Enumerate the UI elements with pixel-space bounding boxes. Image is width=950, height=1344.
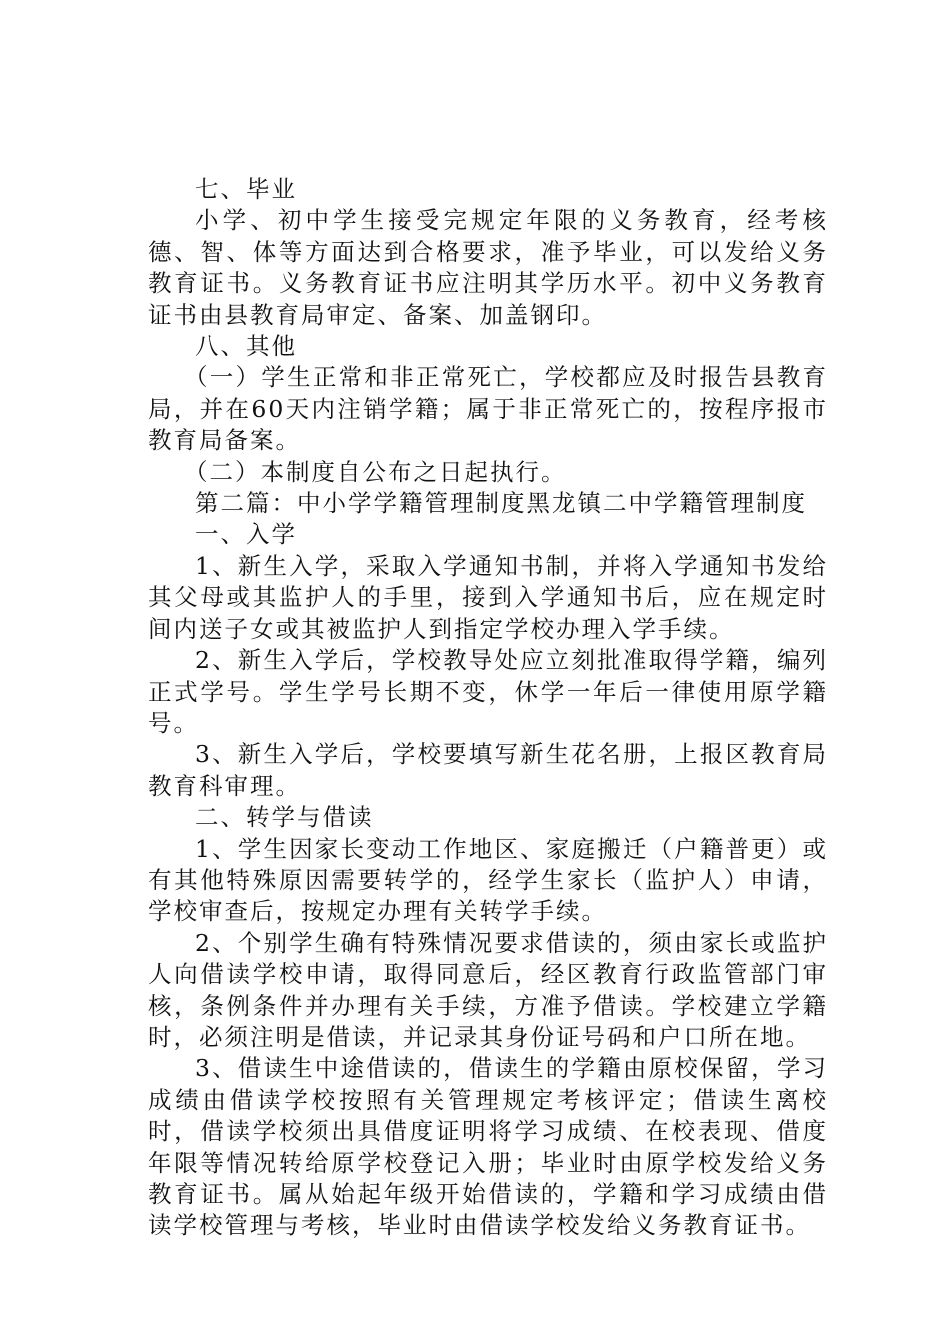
paragraph-transfer-1: 1、学生因家长变动工作地区、家庭搬迁（户籍普更）或有其他特殊原因需要转学的，经学生家长（监护人）申请，学校审查后，按规定办理有关转学手续。 xyxy=(148,834,828,926)
heading-part-two: 第二篇：中小学学籍管理制度黑龙镇二中学籍管理制度 xyxy=(195,489,807,518)
heading-other: 八、其他 xyxy=(195,332,297,361)
document-body xyxy=(148,174,828,1242)
paragraph-other-1: （一）学生正常和非正常死亡，学校都应及时报告县教育局，并在60天内注销学籍；属于非正常死亡的，按程序报市教育局备案。 xyxy=(148,363,828,455)
heading-graduation: 七、毕业 xyxy=(195,175,297,203)
paragraph-transfer-3: 3、借读生中途借读的，借读生的学籍由原校保留，学习成绩由借读学校按照有关管理规定考核评定；借读生离校时，借读学校须出具借度证明将学习成绩、在校表现、借度年限等情况转给原学校登记入册；毕业时由原学校发给义务教育证书。属从始起年级开始借读的，学籍和学习成绩由借读学校管理与考核，毕业时由借读学校发给义务教育证书。 xyxy=(148,1054,828,1240)
paragraph-enrollment-3: 3、新生入学后，学校要填写新生花名册，上报区教育局教育科审理。 xyxy=(148,740,828,800)
paragraph-enrollment-2: 2、新生入学后，学校教导处应立刻批准取得学籍，编列正式学号。学生学号长期不变，休学一年后一律使用原学籍号。 xyxy=(148,646,828,737)
paragraph-other-2: （二）本制度自公布之日起执行。 xyxy=(184,457,567,486)
paragraph-graduation-text: 小学、初中学生接受完规定年限的义务教育，经考核德、智、体等方面达到合格要求，准予毕业，可以发给义务教育证书。义务教育证书应注明其学历水平。初中义务教育证书由县教育局审定、备案、加盖钢印。 xyxy=(148,206,828,329)
paragraph-transfer-2: 2、个别学生确有特殊情况要求借读的，须由家长或监护人向借读学校申请，取得同意后，经区教育行政监管部门审核，条例条件并办理有关手续，方准予借读。学校建立学籍时，必须注明是借读，并记录其身份证号码和户口所在地。 xyxy=(148,928,828,1051)
paragraph-enrollment-1: 1、新生入学，采取入学通知书制，并将入学通知书发给其父母或其监护人的手里，接到入学通知书后，应在规定时间内送子女或其被监护人到指定学校办理入学手续。 xyxy=(148,551,828,643)
heading-transfer: 二、转学与借读 xyxy=(195,803,374,832)
heading-enrollment: 一、入学 xyxy=(195,520,297,549)
